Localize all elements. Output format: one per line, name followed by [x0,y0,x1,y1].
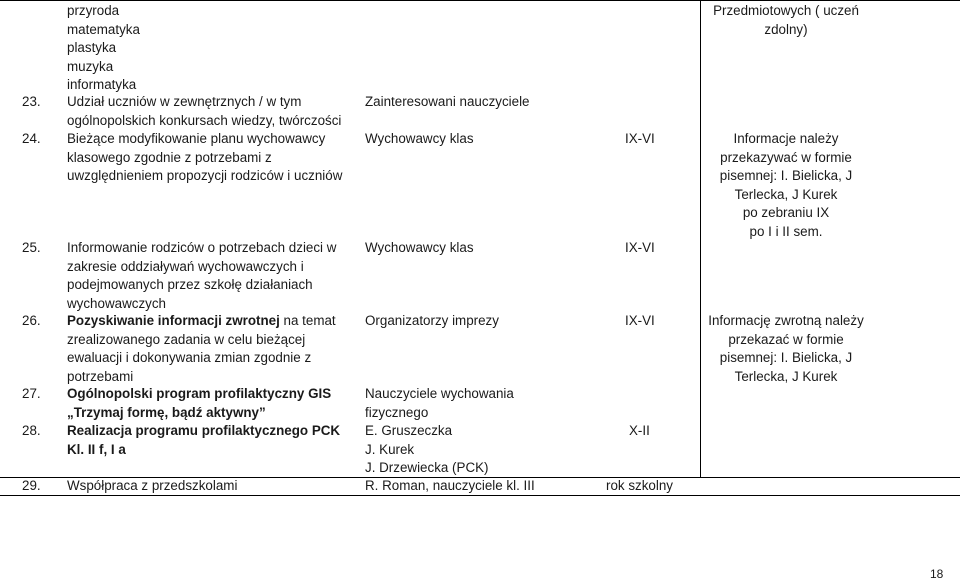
task-line: uwzględnieniem propozycji rodziców i uczniów [67,168,343,183]
task-text [67,422,340,459]
class-range: rok szkolny [606,478,673,493]
notes-line: Informację zwrotną należy [708,313,864,328]
notes-header-line: Przedmiotowych ( uczeń [713,3,859,18]
notes-text [700,312,872,386]
task-line: Udział uczniów w zewnętrznych / w tym [67,94,302,109]
task-text [67,93,341,130]
responsible-text: Wychowawcy klas [365,240,474,255]
responsible-line: J. Kurek [365,441,415,457]
task-line: „Trzymaj formę, bądź aktywny” [67,404,266,420]
notes-header-line: zdolny) [764,21,808,37]
responsible-text [365,385,514,422]
class-range: IX-VI [625,131,655,146]
row-number: 26. [22,313,41,328]
notes-line: przekazywać w formie [720,149,852,165]
notes-text [700,130,872,241]
task-text: Współpraca z przedszkolami [67,478,238,493]
subject-item: matematyka [67,21,140,37]
row-number: 23. [22,94,41,109]
responsible-line: Nauczyciele wychowania [365,386,514,401]
notes-line: pisemnej: I. Bielicka, J [719,350,853,365]
subject-item: informatyka [67,77,137,92]
row-number: 29. [22,478,41,493]
task-text [67,239,336,313]
task-line: podejmowanych przez szkołę działaniach [67,277,313,292]
subject-item: plastyka [67,40,117,55]
responsible-text: R. Roman, nauczyciele kl. III [365,478,535,493]
task-line: wychowawczych [67,295,166,311]
row-number: 25. [22,240,41,255]
class-range: X-II [629,423,650,438]
row-number: 27. [22,386,41,401]
task-line: Bieżące modyfikowanie planu wychowawcy [67,131,326,146]
subjects-list [67,2,140,95]
task-text [67,312,336,386]
task-line: Ogólnopolski program profilaktyczny GIS [67,386,332,401]
task-line: ewaluacji i dokonywania zmian zgodnie z [67,350,312,365]
task-line: Informowanie rodziców o potrzebach dzieci w [67,240,337,255]
notes-line: przekazać w formie [728,331,844,347]
task-rest: na temat [279,313,336,328]
task-line: zakresie oddziaływań wychowawczych i [67,258,304,274]
task-line: klasowego zgodnie z potrzebami z [67,149,272,165]
notes-line: po zebraniu IX [742,205,830,220]
responsible-text: Zainteresowani nauczyciele [365,94,530,109]
class-range: IX-VI [625,240,655,255]
task-line: ogólnopolskich konkursach wiedzy, twórczości [67,112,342,128]
class-range: IX-VI [625,313,655,328]
notes-line: Terlecka, J Kurek [734,186,838,202]
notes-line: Terlecka, J Kurek [734,368,838,384]
subject-item: przyroda [67,3,120,18]
page-number: 18 [930,567,944,581]
responsible-text: Organizatorzy imprezy [365,313,499,328]
table-border-top [0,0,960,1]
responsible-text [365,422,489,478]
responsible-line: J. Drzewiecka (PCK) [365,460,489,475]
task-line: potrzebami [67,368,134,384]
row-number: 28. [22,423,41,438]
row-number: 24. [22,131,41,146]
task-line: zrealizowanego zadania w celu bieżącej [67,331,306,347]
responsible-text: Wychowawcy klas [365,131,474,146]
task-line: Realizacja programu profilaktycznego PCK [67,423,341,438]
task-text [67,130,342,186]
responsible-line: fizycznego [365,404,429,420]
task-text [67,385,331,422]
task-line [67,312,336,331]
notes-line: Informacje należy [733,131,839,146]
notes-header [700,2,872,39]
task-line: Kl. II f, I a [67,441,126,457]
responsible-line: E. Gruszeczka [365,423,453,438]
notes-line: po I i II sem. [749,223,823,239]
notes-line: pisemnej: I. Bielicka, J [719,168,853,183]
subject-item: muzyka [67,58,114,74]
task-bold-part: Pozyskiwanie informacji zwrotnej [67,313,280,328]
